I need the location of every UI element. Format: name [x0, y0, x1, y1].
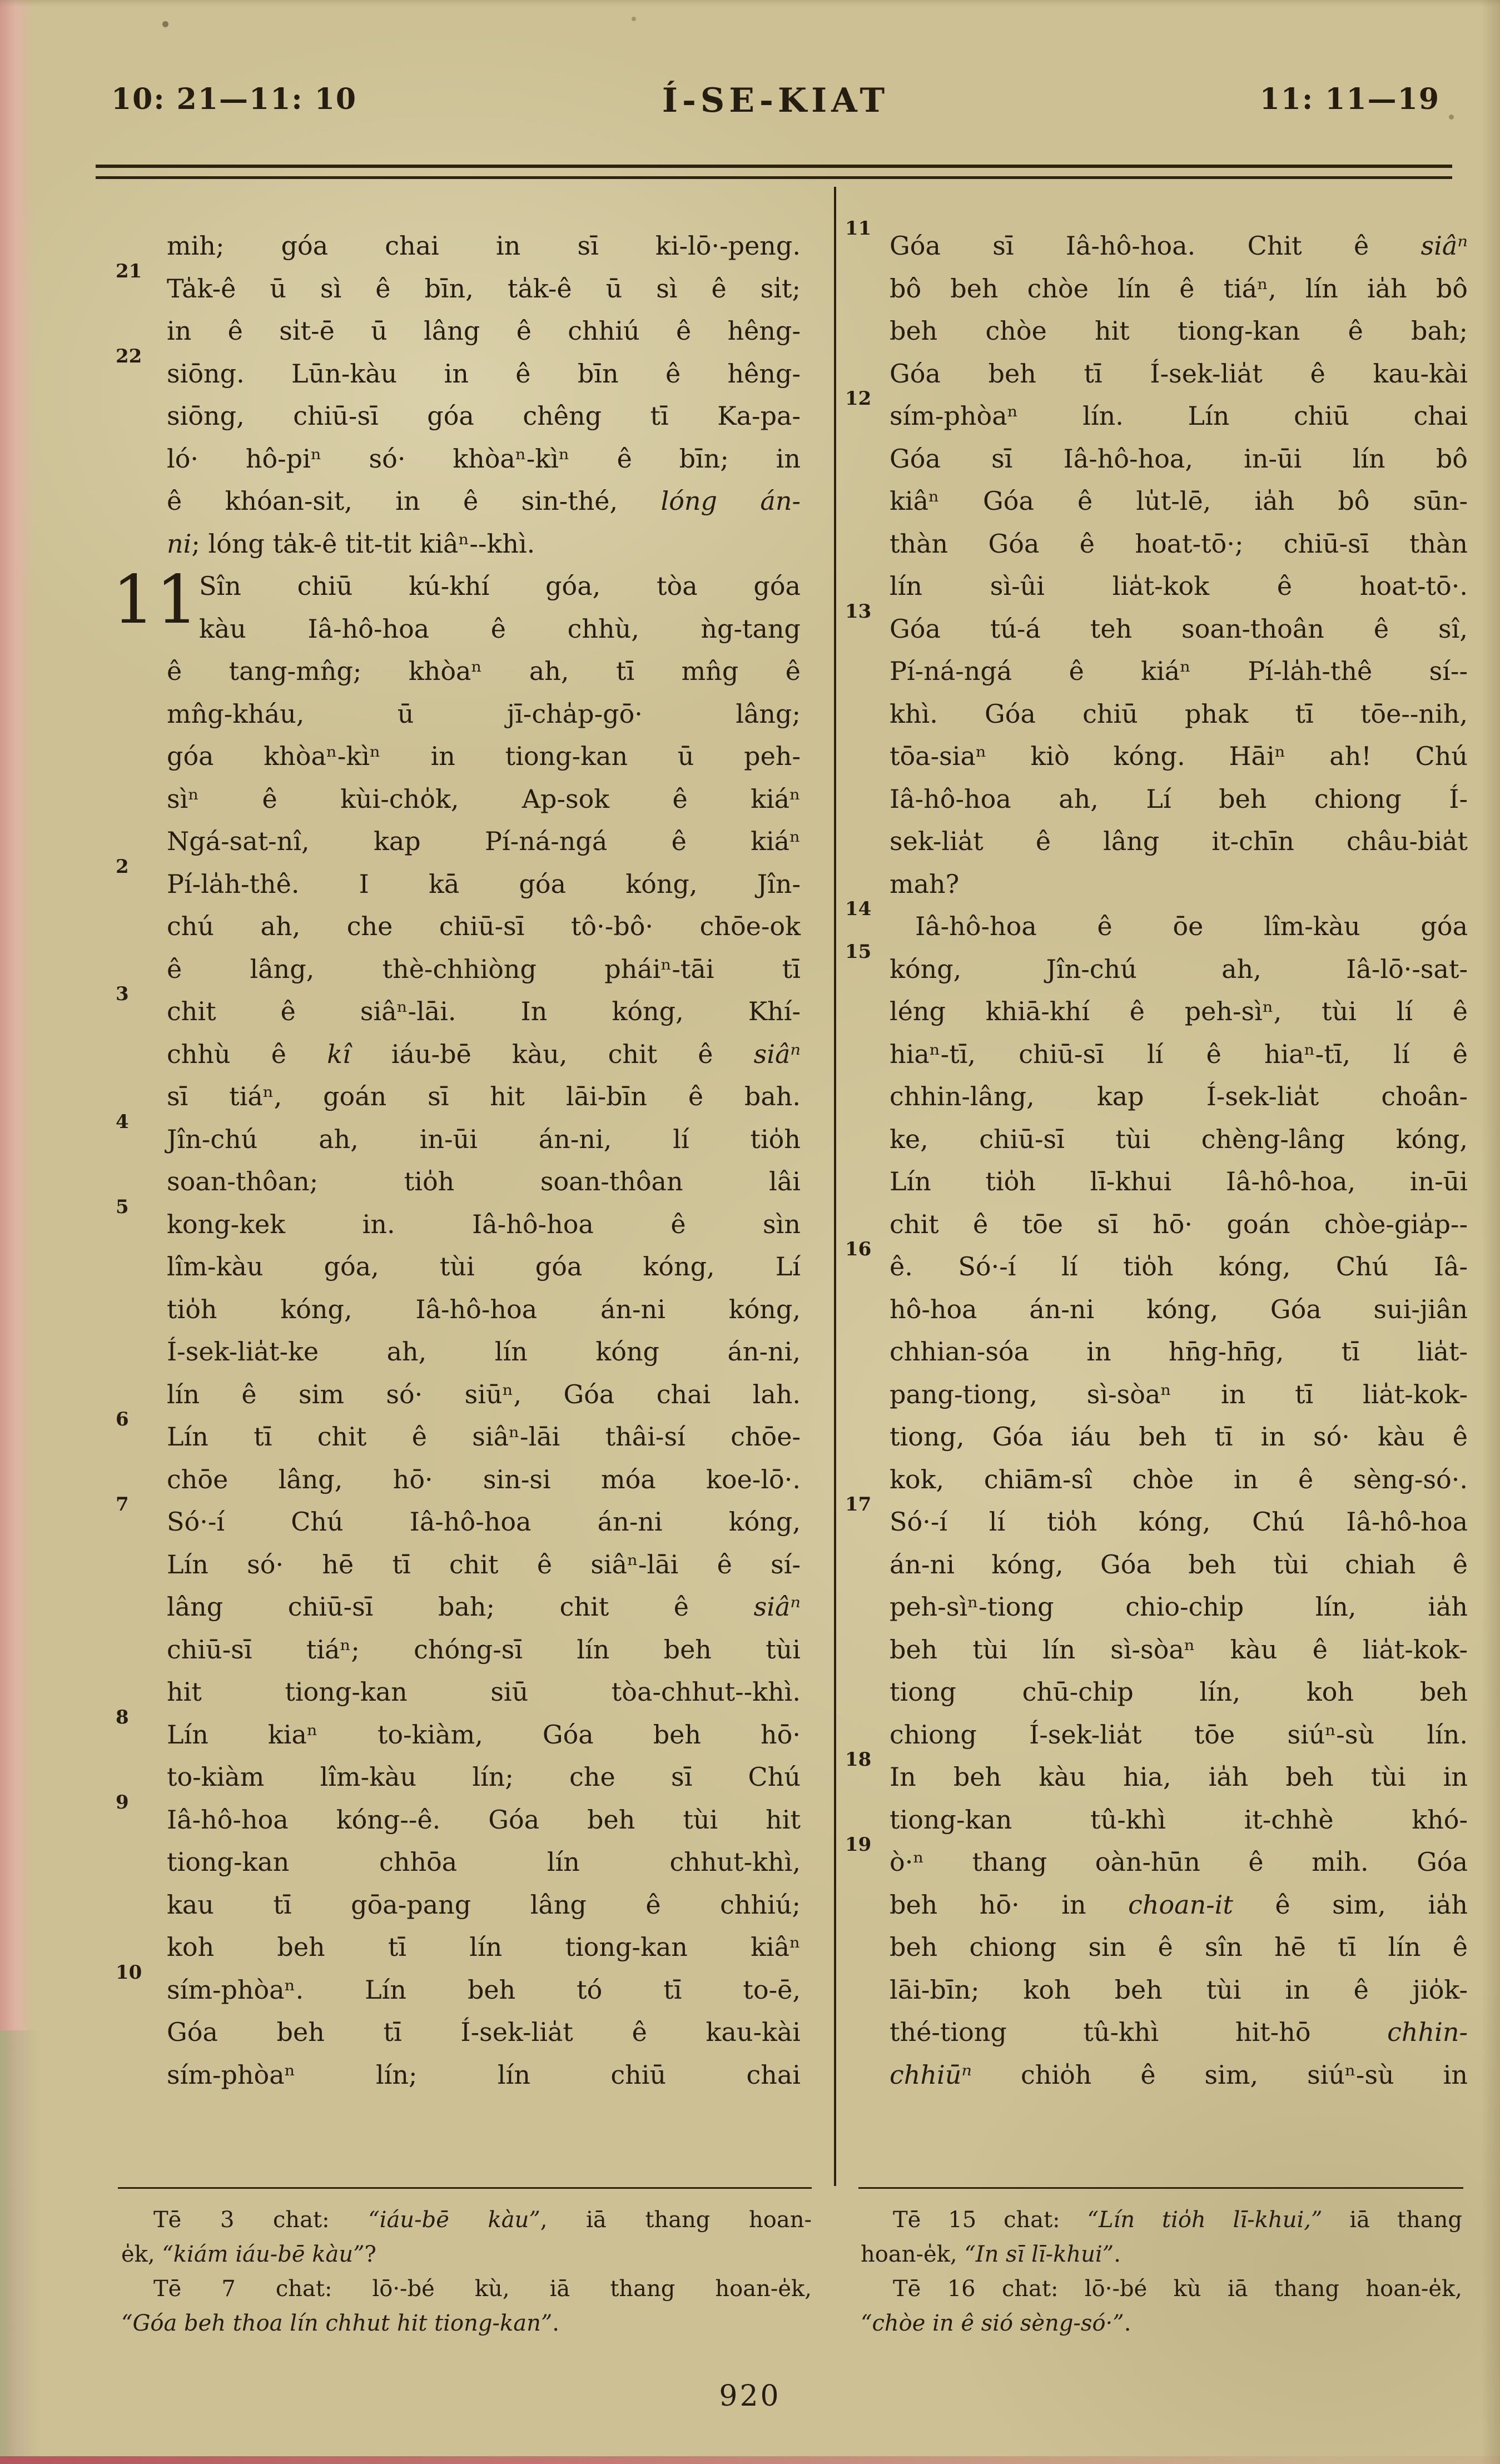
line-text: Pí-ná-ngá ê kiáⁿ Pí-la̍h-thê sí-- [890, 656, 1468, 686]
verse-number: 16 [845, 1238, 872, 1260]
line-text: Lín tio̍h lī-khui Iâ-hô-hoa, in-ūi [890, 1166, 1468, 1196]
line-text: beh tùi lín sì-sòaⁿ kàu ê lia̍t-kok- [890, 1634, 1468, 1665]
line-text: “Góa beh thoa lín chhut hit tiong-kan”. [121, 2311, 560, 2336]
line-text: in ê si̍t-ē ū lâng ê chhiú ê hêng- [167, 316, 801, 346]
text-line [167, 1756, 801, 1799]
text-line [890, 1671, 1468, 1713]
line-text: “chòe in ê sió sèng-só·”. [861, 2311, 1131, 2336]
text-line [890, 863, 1468, 906]
ink-speck [632, 17, 636, 21]
line-text: ke, chiū-sī tùi chèng-lâng kóng, [890, 1124, 1468, 1154]
text-line [890, 438, 1468, 480]
footnote-rule-left [118, 2187, 812, 2189]
line-text: sek-lia̍t ê lâng it-chīn châu-bia̍t [890, 826, 1468, 856]
text-line [167, 2011, 801, 2054]
line-text: kóng, Jîn-chú ah, Iâ-lō·-sat- [890, 953, 1468, 984]
text-line [167, 1373, 801, 1416]
line-text: hô-hoa án-ni kóng, Góa sui-jiân [890, 1294, 1468, 1324]
verse-number: 11 [845, 217, 872, 240]
text-line [167, 650, 801, 693]
text-line [845, 1748, 1468, 1799]
line-text: tio̍h kóng, Iâ-hô-hoa án-ni kóng, [167, 1294, 801, 1324]
text-line [890, 1926, 1468, 1969]
line-text: chit ê tōe sī hō· goán chòe-gia̍p-- [890, 1209, 1468, 1239]
line-text: chit ê siâⁿ-lāi. In kóng, Khí- [167, 996, 801, 1026]
line-text: beh hō· in choan-it ê sim, ia̍h [890, 1889, 1468, 1920]
text-line [890, 1203, 1468, 1246]
text-line [861, 2237, 1462, 2272]
text-line [890, 1628, 1468, 1671]
line-text: thàn Góa ê hoat-tō·; chiū-sī thàn [890, 528, 1468, 559]
line-text: Góa beh tī Í-sek-lia̍t ê kau-kài [167, 2017, 801, 2047]
left-column [112, 225, 801, 2096]
line-text: kong-kek in. Iâ-hô-hoa ê sìn [167, 1209, 801, 1239]
text-line [890, 1033, 1468, 1076]
ink-speck [162, 21, 168, 27]
line-text: sím-phòaⁿ lín. Lín chiū chai [890, 401, 1468, 431]
chapter-number: 11 [112, 562, 200, 639]
line-text: lín sì-ûi lia̍t-kok ê hoat-tō·. [890, 571, 1468, 601]
verse-number: 8 [116, 1706, 129, 1728]
text-line [890, 352, 1468, 395]
line-text: Í-sek-lia̍t-ke ah, lín kóng án-ni, [167, 1337, 801, 1367]
verse-number: 12 [845, 388, 872, 410]
text-line [167, 1075, 801, 1118]
text-line [890, 778, 1468, 821]
line-text: tōa-siaⁿ kiò kóng. Hāiⁿ ah! Chú [890, 741, 1468, 771]
verse-number: 18 [845, 1748, 872, 1771]
text-line [890, 310, 1468, 352]
text-line [121, 2306, 812, 2341]
text-line [167, 2054, 801, 2097]
header-left-reference: 10: 21—11: 10 [111, 82, 357, 116]
page-edge-right [1481, 0, 1500, 2464]
text-line [167, 1033, 801, 1076]
text-line [890, 1969, 1468, 2011]
left-footnotes [121, 2203, 812, 2341]
line-text: chōe lâng, hō· sin-si móa koe-lō·. [167, 1464, 801, 1494]
line-text: Só·-í lí tio̍h kóng, Chú Iâ-hô-hoa [890, 1507, 1468, 1537]
line-text: Góa tú-á teh soan-thoân ê sî, [890, 613, 1468, 644]
text-line [116, 855, 801, 906]
verse-number: 10 [116, 1961, 142, 1984]
line-text: Tē 16 chat: lō·-bé kù iā thang hoan-e̍k, [893, 2276, 1462, 2302]
line-text: Iâ-hô-hoa ê ōe lîm-kàu góa [915, 911, 1468, 941]
line-text: Góa sī Iâ-hô-hoa, in-ūi lín bô [890, 443, 1468, 474]
text-line [890, 565, 1468, 608]
line-text: thé-tiong tû-khì hit-hō chhin- [890, 2017, 1468, 2047]
line-text: kok, chiām-sî chòe in ê sèng-só·. [890, 1464, 1468, 1494]
line-text: lîm-kàu góa, tùi góa kóng, Lí [167, 1251, 801, 1281]
line-text: Só·-í Chú Iâ-hô-hoa án-ni kóng, [167, 1507, 801, 1537]
line-text: pang-tiong, sì-sòaⁿ in tī lia̍t-kok- [890, 1379, 1468, 1409]
text-line [167, 1543, 801, 1586]
text-line [167, 735, 801, 778]
line-text: Tē 15 chat: “Lín tio̍h lī-khui,” iā thang [893, 2207, 1462, 2233]
line-text: Ngá-sat-nî, kap Pí-ná-ngá ê kiáⁿ [167, 826, 801, 856]
text-line [167, 778, 801, 821]
text-line [845, 217, 1468, 267]
line-text: ê. Só·-í lí tio̍h kóng, Chú Iâ- [890, 1251, 1468, 1281]
line-text: lín ê sim só· siūⁿ, Góa chai lah. [167, 1379, 801, 1409]
line-text: Tē 7 chat: lō·-bé kù, iā thang hoan-e̍k, [153, 2276, 812, 2302]
line-text: Iâ-hô-hoa ah, Lí beh chiong Í- [890, 783, 1468, 814]
text-line [167, 1671, 801, 1713]
text-line [167, 310, 801, 352]
verse-number: 2 [116, 855, 129, 878]
text-line [167, 1330, 801, 1373]
line-text: mih; góa chai in sī ki-lō·-peng. [167, 231, 801, 261]
text-line [167, 905, 801, 948]
text-line [116, 1408, 801, 1458]
text-line [890, 2054, 1468, 2097]
line-text: chiū-sī tiáⁿ; chóng-sī lín beh tùi [167, 1634, 801, 1665]
text-line [861, 2306, 1462, 2341]
text-line [116, 1493, 801, 1543]
text-line [116, 1110, 801, 1161]
text-line [845, 1834, 1468, 1884]
text-line [167, 1926, 801, 1969]
text-line [167, 1245, 801, 1288]
text-line [890, 1884, 1468, 1926]
line-text: Góa beh tī Í-sek-lia̍t ê kau-kài [890, 358, 1468, 389]
line-text: lāi-bīn; koh beh tùi in ê jio̍k- [890, 1974, 1468, 2005]
line-text: chiong Í-sek-lia̍t tōe siúⁿ-sù lín. [890, 1719, 1468, 1750]
line-text: kiâⁿ Góa ê lu̍t-lē, ia̍h bô sūn- [890, 486, 1468, 516]
verse-number: 7 [116, 1493, 129, 1516]
line-text: ò·ⁿ thang oàn-hūn ê mi̍h. Góa [890, 1847, 1468, 1877]
column-divider-rule [834, 187, 836, 2186]
line-text: e̍k, “kiám iáu-bē kàu”? [121, 2242, 376, 2267]
line-text: Iâ-hô-hoa kóng--ê. Góa beh tùi hit [167, 1804, 801, 1835]
line-text: hoan-e̍k, “In sī lī-khui”. [861, 2242, 1121, 2267]
text-line [167, 693, 801, 736]
text-line [890, 2011, 1468, 2054]
line-text: mah? [890, 868, 960, 899]
line-text: Tē 3 chat: “iáu-bē kàu”, iā thang hoan- [153, 2207, 812, 2233]
ink-speck [1449, 115, 1454, 120]
running-head [111, 82, 1440, 127]
text-line [121, 2237, 812, 2272]
line-text: Lín tī chit ê siâⁿ-lāi thâi-sí chōe- [167, 1422, 801, 1452]
text-line [861, 2272, 1462, 2306]
line-text: Góa sī Iâ-hô-hoa. Chit ê siâⁿ [890, 231, 1468, 261]
text-line [890, 650, 1468, 693]
verse-number: 3 [116, 983, 129, 1005]
line-text: to-kiàm lîm-kàu lín; che sī Chú [167, 1762, 801, 1792]
line-text: siōng. Lūn-kàu in ê bīn ê hêng- [167, 358, 801, 389]
text-line [890, 1415, 1468, 1458]
text-line [121, 2203, 812, 2237]
text-line [167, 1288, 801, 1331]
line-text: chhin-lâng, kap Í-sek-lia̍t choân- [890, 1081, 1468, 1111]
text-line [167, 438, 801, 480]
text-line [845, 1493, 1468, 1543]
text-line [116, 1961, 801, 2011]
line-text: peh-sìⁿ-tiong chio-chi̍p lín, ia̍h [890, 1592, 1468, 1622]
header-right-reference: 11: 11—19 [1259, 82, 1440, 116]
text-line [167, 948, 801, 991]
line-text: ê khóan-sit, in ê sin-thé, lóng án- [167, 486, 801, 516]
verse-number: 13 [845, 600, 872, 623]
verse-number: 4 [116, 1110, 129, 1133]
text-line [890, 1330, 1468, 1373]
text-line [890, 1118, 1468, 1161]
text-line [167, 1586, 801, 1628]
text-line [890, 523, 1468, 565]
line-text: sím-phòaⁿ lín; lín chiū chai [167, 2059, 801, 2090]
line-text: hiaⁿ-tī, chiū-sī lí ê hiaⁿ-tī, lí ê [890, 1039, 1468, 1069]
text-line [116, 983, 801, 1033]
line-text: hit tiong-kan siū tòa-chhut--khì. [167, 1677, 801, 1707]
verse-number: 9 [116, 1791, 129, 1814]
line-text: ê lâng, thè-chhiòng pháiⁿ-tāi tī [167, 953, 801, 984]
line-text: chhiūⁿ chio̍h ê sim, siúⁿ-sù in [890, 2059, 1468, 2090]
line-text: khì. Góa chiū phak tī tōe--nih, [890, 698, 1468, 729]
verse-number: 14 [845, 898, 872, 920]
text-line [167, 1841, 801, 1884]
text-line [116, 1791, 801, 1841]
text-line [890, 820, 1468, 863]
text-line [890, 480, 1468, 523]
line-text: sìⁿ ê kùi-cho̍k, Ap-sok ê kiáⁿ [167, 783, 801, 814]
text-line [116, 1706, 801, 1756]
line-text: léng khiā-khí ê peh-sìⁿ, tùi lí ê [890, 996, 1468, 1026]
line-text: koh beh tī lín tiong-kan kiâⁿ [167, 1932, 801, 1962]
line-text: ló· hô-piⁿ só· khòaⁿ-kìⁿ ê bīn; in [167, 443, 801, 474]
text-line [167, 608, 801, 650]
text-line [845, 600, 1468, 650]
verse-number: 15 [845, 940, 872, 963]
line-text: Pí-la̍h-thê. I kā góa kóng, Jîn- [167, 868, 801, 899]
line-text: kau tī gōa-pang lâng ê chhiú; [167, 1889, 801, 1920]
line-text: mn̂g-kháu, ū jī-cha̍p-gō· lâng; [167, 698, 801, 729]
text-line [167, 820, 801, 863]
text-line [890, 1799, 1468, 1841]
line-text: beh chòe hit tiong-kan ê bah; [890, 316, 1468, 346]
line-text: sím-phòaⁿ. Lín beh tó tī to-ē, [167, 1974, 801, 2005]
verse-number: 17 [845, 1493, 872, 1516]
line-text: sī tiáⁿ, goán sī hit lāi-bīn ê bah. [167, 1081, 801, 1111]
line-text: soan-thôan; tio̍h soan-thôan lâi [167, 1166, 801, 1196]
text-line [890, 1075, 1468, 1118]
text-line [167, 395, 801, 438]
text-line [890, 1160, 1468, 1203]
verse-number: 5 [116, 1195, 129, 1218]
text-line [167, 1458, 801, 1501]
text-line [890, 1543, 1468, 1586]
line-text: kàu Iâ-hô-hoa ê chhù, ǹg-tang [199, 613, 801, 644]
text-line [890, 693, 1468, 736]
line-text: tiong, Góa iáu beh tī in só· kàu ê [890, 1422, 1468, 1452]
text-line [890, 1458, 1468, 1501]
page-edge-top [0, 0, 1500, 7]
text-line [167, 1160, 801, 1203]
verse-number: 22 [116, 345, 142, 367]
text-line [167, 523, 801, 565]
page-title: Í-SE-KIAT [662, 81, 890, 120]
line-text: siōng, chiū-sī góa chêng tī Ka-pa- [167, 401, 801, 431]
line-text: In beh kàu hia, ia̍h beh tùi in [890, 1762, 1468, 1792]
text-line [861, 2203, 1462, 2237]
text-line [890, 1373, 1468, 1416]
text-line [116, 1195, 801, 1246]
text-line [116, 260, 801, 310]
line-text: chú ah, che chiū-sī tô·-bô· chōe-ok [167, 911, 801, 941]
text-line [116, 345, 801, 395]
line-text: góa khòaⁿ-kìⁿ in tiong-kan ū peh- [167, 741, 801, 771]
right-column [845, 217, 1468, 2096]
line-text: lâng chiū-sī bah; chit ê siâⁿ [167, 1592, 801, 1622]
text-line [845, 1238, 1468, 1288]
text-line [890, 990, 1468, 1033]
text-line [121, 2272, 812, 2306]
verse-number: 19 [845, 1834, 872, 1856]
line-text: Lín kiaⁿ to-kiàm, Góa beh hō· [167, 1719, 801, 1750]
text-line [890, 1586, 1468, 1628]
verse-number: 6 [116, 1408, 129, 1430]
line-text: beh chiong sin ê sîn hē tī lín ê [890, 1932, 1468, 1962]
text-line [890, 1288, 1468, 1331]
text-line [167, 1884, 801, 1926]
line-text: tiong chū-chi̍p lín, koh beh [890, 1677, 1468, 1707]
line-text: tiong-kan chhōa lín chhut-khì, [167, 1847, 801, 1877]
header-double-rule [96, 165, 1452, 179]
text-line [167, 225, 801, 267]
footnote-rule-right [858, 2187, 1463, 2189]
text-line [890, 735, 1468, 778]
page-number: 920 [719, 2379, 781, 2413]
line-text: Jîn-chú ah, in-ūi án-ni, lí tio̍h [167, 1124, 801, 1154]
text-line [890, 267, 1468, 310]
text-line [167, 480, 801, 523]
right-footnotes [861, 2203, 1462, 2341]
line-text: Lín só· hē tī chit ê siâⁿ-lāi ê sí- [167, 1549, 801, 1579]
line-text: chhian-sóa in hn̄g-hn̄g, tī lia̍t- [890, 1337, 1468, 1367]
text-line [167, 1628, 801, 1671]
line-text: Ta̍k-ê ū sì ê bīn, ta̍k-ê ū sì ê si̍t; [167, 273, 801, 304]
line-text: ni; lóng ta̍k-ê ti̍t-ti̍t kiâⁿ--khì. [167, 528, 535, 559]
line-text: tiong-kan tû-khì it-chhè khó- [890, 1804, 1468, 1835]
page-edge-bottom [0, 2456, 1500, 2464]
line-text: án-ni kóng, Góa beh tùi chiah ê [890, 1549, 1468, 1579]
line-text: bô beh chòe lín ê tiáⁿ, lín ia̍h bô [890, 273, 1468, 304]
text-line [845, 898, 1468, 948]
text-line [845, 388, 1468, 438]
verse-number: 21 [116, 260, 142, 282]
line-text: chhù ê kî iáu-bē kàu, chit ê siâⁿ [167, 1039, 801, 1069]
line-text: ê tang-mn̂g; khòaⁿ ah, tī mn̂g ê [167, 656, 801, 686]
text-line [845, 940, 1468, 991]
text-line [890, 1713, 1468, 1756]
line-text: Sîn chiū kú-khí góa, tòa góa [199, 571, 801, 601]
